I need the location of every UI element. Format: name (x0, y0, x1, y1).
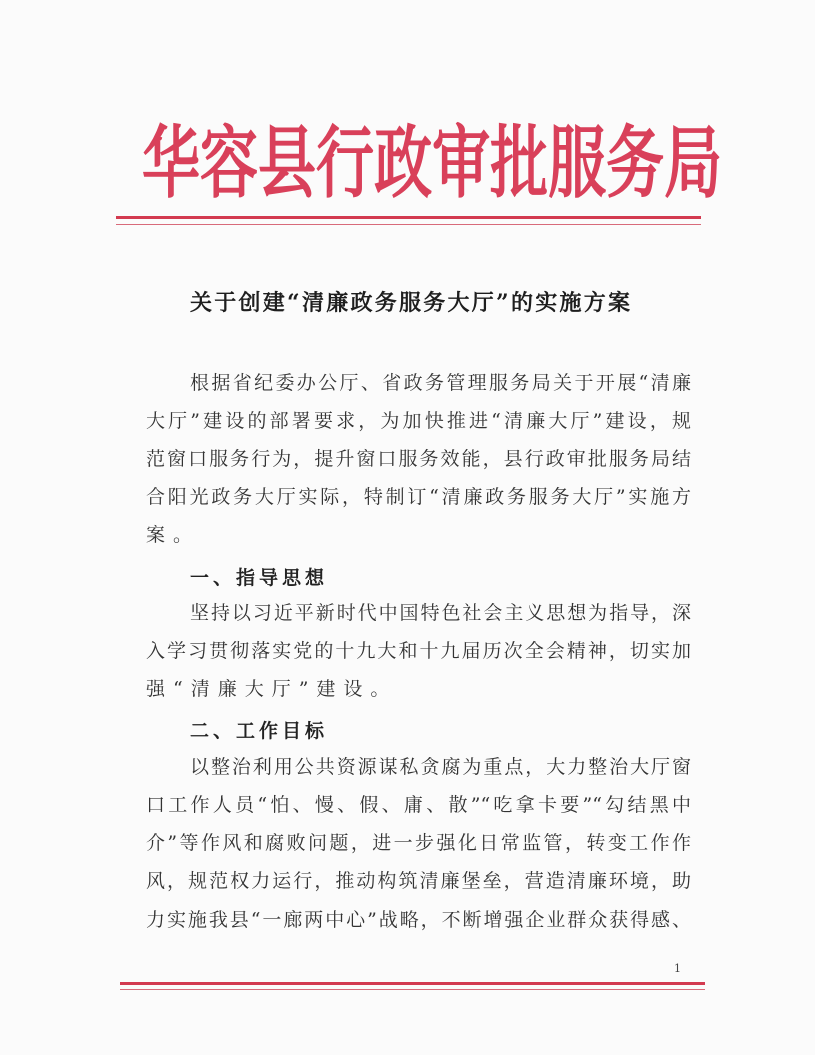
letterhead-char: 局 (664, 116, 723, 209)
paragraph-line: 以整治利用公共资源谋私贪腐为重点，大力整治大厅窗 (190, 756, 691, 778)
paragraph-line: 大厅”建设的部署要求，为加快推进“清廉大厅”建设，规 (146, 410, 691, 432)
paragraph-line: 坚持以习近平新时代中国特色社会主义思想为指导，深 (190, 602, 691, 624)
letterhead-char: 务 (606, 116, 665, 209)
paragraph-line: 力实施我县“一廊两中心”战略，不断增强企业群众获得感、 (146, 909, 691, 931)
letterhead-thin-rule (116, 224, 701, 225)
paragraph-line: 合阳光政务大厅实际，特制订“清廉政务服务大厅”实施方 (146, 486, 691, 508)
letterhead-char: 行 (316, 116, 375, 209)
footer-thin-rule (120, 989, 705, 990)
page-number: 1 (674, 962, 681, 975)
letterhead-red-rule (116, 216, 701, 219)
footer-red-rule (120, 982, 705, 985)
letterhead-char: 批 (490, 116, 549, 209)
letterhead-char: 容 (200, 116, 259, 209)
organization-letterhead (142, 91, 723, 219)
paragraph-line: 入学习贯彻落实党的十九大和十九届历次全会精神，切实加 (146, 640, 691, 662)
paragraph-line: 口工作人员“怕、慢、假、庸、散”“吃拿卡要”“勾结黑中 (146, 794, 691, 816)
letterhead-char: 华 (142, 116, 201, 209)
paragraph-line: 强“清廉大厅”建设。 (146, 678, 398, 700)
paragraph-line: 根据省纪委办公厅、省政务管理服务局关于开展“清廉 (190, 372, 691, 394)
letterhead-char: 政 (374, 116, 433, 209)
document-title: 关于创建“清廉政务服务大厅”的实施方案 (190, 290, 630, 316)
paragraph-line: 范窗口服务行为，提升窗口服务效能，县行政审批服务局结 (146, 448, 691, 470)
section-heading: 一、指导思想 (190, 567, 329, 589)
letterhead-char: 县 (258, 116, 317, 209)
section-heading: 二、工作目标 (190, 720, 329, 742)
paragraph-line: 风，规范权力运行，推动构筑清廉堡垒，营造清廉环境，助 (146, 870, 691, 892)
paragraph-line: 案。 (146, 524, 201, 546)
paragraph-line: 介”等作风和腐败问题，进一步强化日常监管，转变工作作 (146, 832, 691, 854)
letterhead-char: 审 (432, 116, 491, 209)
letterhead-char: 服 (548, 116, 607, 209)
